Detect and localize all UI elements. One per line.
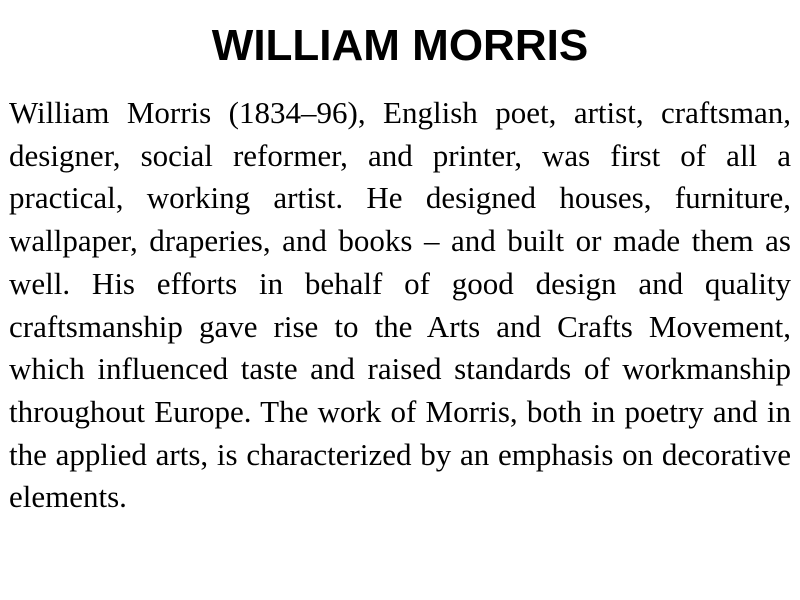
page-title: WILLIAM MORRIS: [211, 21, 589, 70]
body-paragraph: William Morris (1834–96), English poet, artist, craftsman, designer, social reformer, and printer, was first of all a practical, working artist. He designed houses, furniture, wallpaper, draperies, and books – and built or made them as well. His efforts in behalf of good design and quality craftsmanship gave rise to the Arts and Crafts Movement, which influenced taste and raised standards of workmanship throughout Europe. The work of Morris, both in poetry and in the applied arts, is characterized by an emphasis on decorative elements.: [9, 95, 791, 515]
